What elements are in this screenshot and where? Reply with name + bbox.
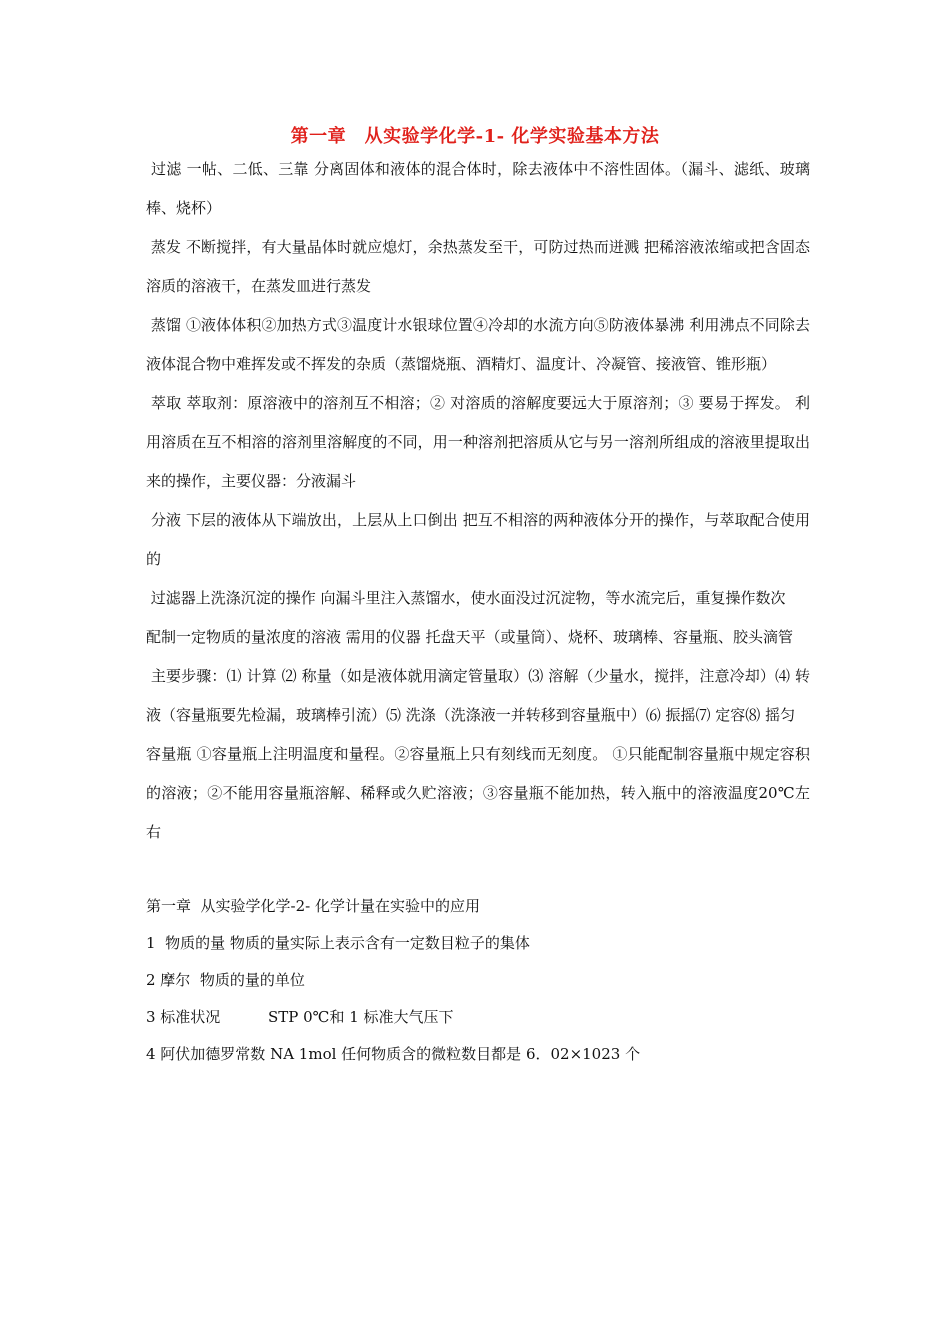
document-body — [146, 150, 810, 1073]
paragraph-distillation: 蒸馏 ①液体体积②加热方式③温度计水银球位置④冷却的水流方向⑤防液体暴沸 利用沸点不同除去液体混合物中难挥发或不挥发的杂质（蒸馏烧瓶、酒精灯、温度计、冷凝管、接液管、锥形瓶） — [146, 316, 810, 373]
document-title: 第一章 从实验学化学-1- 化学实验基本方法 — [290, 126, 660, 147]
paragraph-evaporation: 蒸发 不断搅拌，有大量晶体时就应熄灯，余热蒸发至干，可防过热而迸溅 把稀溶液浓缩或把含固态溶质的溶液干，在蒸发皿进行蒸发 — [146, 238, 810, 295]
section2-item-2: 2 摩尔 物质的量的单位 — [146, 971, 305, 989]
paragraph-extraction: 萃取 萃取剂：原溶液中的溶剂互不相溶；② 对溶质的溶解度要远大于原溶剂；③ 要易于挥发。 利用溶质在互不相溶的溶剂里溶解度的不同，用一种溶剂把溶质从它与另一溶剂所组成的溶液里提取出来的操作，主要仪器：分液漏斗 — [146, 394, 810, 490]
section2-heading: 第一章 从实验学化学-2- 化学计量在实验中的应用 — [146, 897, 480, 915]
section2-item-4: 4 阿伏加德罗常数 NA 1mol 任何物质含的微粒数目都是 6．02×1023 个 — [146, 1045, 641, 1063]
paragraph-solution-preparation: 配制一定物质的量浓度的溶液 需用的仪器 托盘天平（或量筒）、烧杯、玻璃棒、容量瓶、胶头滴管 — [146, 628, 794, 646]
paragraph-washing-precipitate: 过滤器上洗涤沉淀的操作 向漏斗里注入蒸馏水，使水面没过沉淀物，等水流完后，重复操作数次 — [146, 589, 786, 607]
section-spacer — [146, 852, 810, 888]
section2-item-1: 1 物质的量 物质的量实际上表示含有一定数目粒子的集体 — [146, 934, 530, 952]
paragraph-volumetric-flask: 容量瓶 ①容量瓶上注明温度和量程。②容量瓶上只有刻线而无刻度。 ①只能配制容量瓶中规定容积的溶液；②不能用容量瓶溶解、稀释或久贮溶液；③容量瓶不能加热，转入瓶中的溶液温度20℃左右 — [146, 745, 810, 841]
paragraph-filtration: 过滤 一帖、二低、三靠 分离固体和液体的混合体时，除去液体中不溶性固体。（漏斗、滤纸、玻璃棒、烧杯） — [146, 160, 810, 217]
paragraph-main-steps: 主要步骤：⑴ 计算 ⑵ 称量（如是液体就用滴定管量取）⑶ 溶解（少量水，搅拌，注意冷却）⑷ 转液（容量瓶要先检漏，玻璃棒引流）⑸ 洗涤（洗涤液一并转移到容量瓶中）⑹ 振摇⑺ 定容⑻ 摇匀 — [146, 667, 810, 724]
section2-item-3: 3 标准状况 STP 0℃和 1 标准大气压下 — [146, 1008, 454, 1026]
paragraph-separation: 分液 下层的液体从下端放出，上层从上口倒出 把互不相溶的两种液体分开的操作，与萃取配合使用的 — [146, 511, 810, 568]
